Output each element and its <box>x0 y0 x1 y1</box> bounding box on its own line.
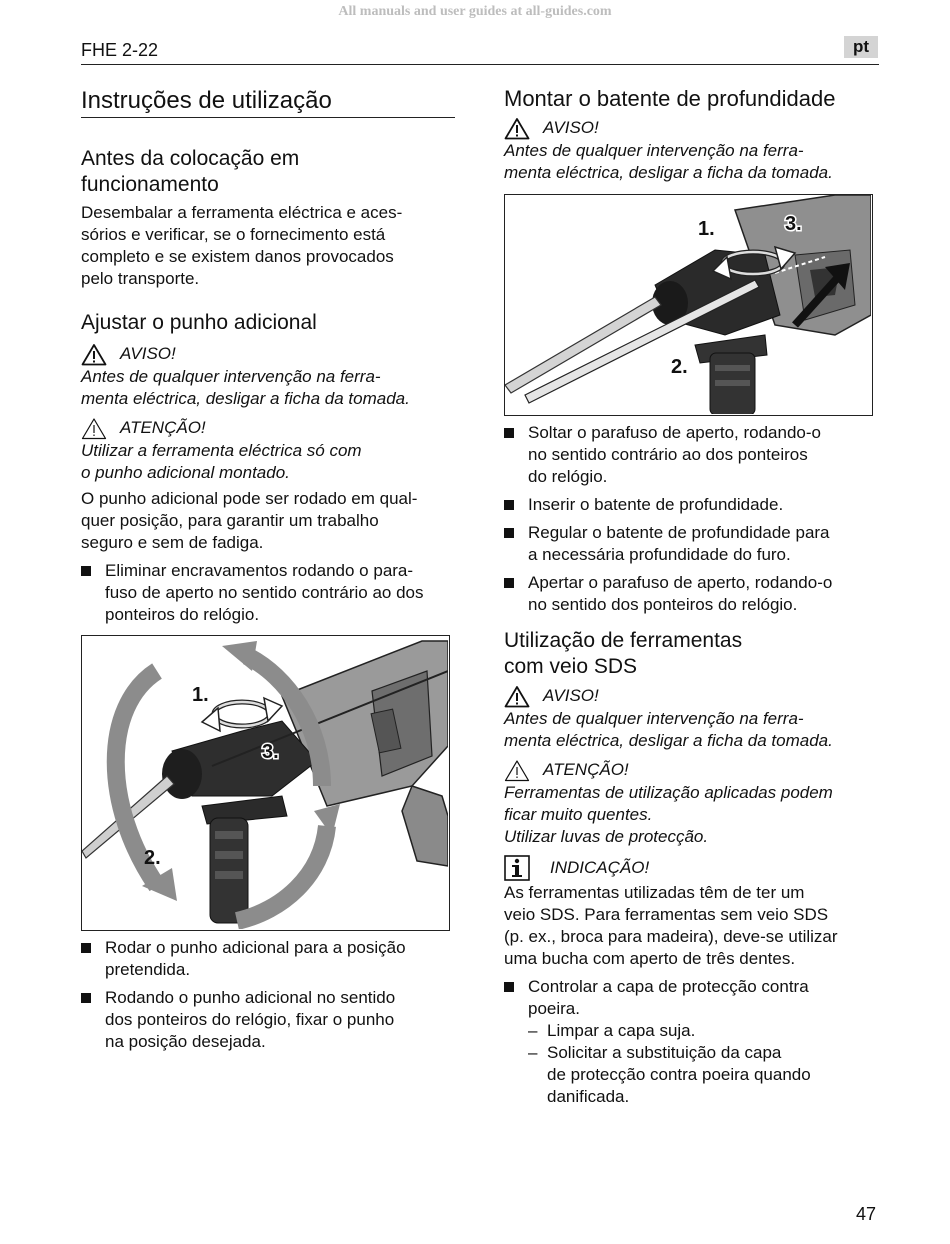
text-line: o punho adicional montado. <box>81 463 290 482</box>
header-rule <box>81 64 879 65</box>
warning-block <box>504 116 880 140</box>
text-line: Eliminar encravamentos rodando o para- <box>105 561 414 580</box>
warning-block <box>504 684 880 708</box>
text-line: Utilizar luvas de protecção. <box>504 827 709 846</box>
dash-marker: – <box>528 1021 538 1040</box>
warning-text <box>81 366 455 410</box>
text-line: sórios e verificar, se o fornecimento está <box>81 225 386 244</box>
warning-triangle-icon <box>504 685 530 708</box>
heading-line: funcionamento <box>81 173 219 196</box>
figure-label-1: 1. <box>192 684 209 706</box>
caution-triangle-icon <box>504 759 530 782</box>
figure-label-3: 3. <box>262 741 279 763</box>
heading-line: Utilização de ferramentas <box>504 629 743 652</box>
text-line: Soltar o parafuso de aperto, rodando-o <box>528 423 821 442</box>
text-line: menta eléctrica, desligar a ficha da tomada. <box>81 389 410 408</box>
info-icon <box>504 855 530 881</box>
text-line: veio SDS. Para ferramentas sem veio SDS <box>504 905 829 924</box>
heading-line: Antes da colocação em <box>81 147 300 170</box>
heading-depth-stop: Montar o batente de profundidade <box>504 86 836 111</box>
bullet-square-icon <box>504 982 514 992</box>
text-line: Apertar o parafuso de aperto, rodando-o <box>528 573 833 592</box>
bullet-list <box>81 937 455 1053</box>
paragraph-handle-rotate <box>81 488 455 554</box>
note-text <box>504 882 880 970</box>
heading-sds-tools <box>504 628 880 680</box>
figure-label-1: 1. <box>698 218 715 240</box>
text-line: Antes de qualquer intervenção na ferra- <box>81 367 381 386</box>
text-line: menta eléctrica, desligar a ficha da tomada. <box>504 163 833 182</box>
caution-block <box>504 758 880 782</box>
warning-label: AVISO! <box>120 344 176 363</box>
list-item <box>504 522 880 566</box>
caution-label: ATENÇÃO! <box>543 760 629 779</box>
heading-line: com veio SDS <box>504 655 638 678</box>
page-title: Instruções de utilização <box>81 87 455 118</box>
bullet-square-icon <box>504 500 514 510</box>
list-item <box>528 1042 880 1108</box>
warning-triangle-icon <box>504 117 530 140</box>
text-line: Limpar a capa suja. <box>547 1021 696 1040</box>
figure-depth-stop <box>504 194 873 416</box>
bullet-list <box>504 976 880 1108</box>
bullet-square-icon <box>81 566 91 576</box>
bullet-square-icon <box>81 943 91 953</box>
text-line: Inserir o batente de profundidade. <box>528 495 784 514</box>
text-line: pretendida. <box>105 960 191 979</box>
list-item <box>504 422 880 488</box>
warning-text <box>504 708 880 752</box>
warning-triangle-icon <box>81 343 107 366</box>
header-model: FHE 2-22 <box>81 40 159 60</box>
text-line: a necessária profundidade do furo. <box>528 545 791 564</box>
bullet-square-icon <box>504 528 514 538</box>
text-line: no sentido dos ponteiros do relógio. <box>528 595 798 614</box>
text-line: ponteiros do relógio. <box>105 605 260 624</box>
warning-label: AVISO! <box>543 118 599 137</box>
caution-label: ATENÇÃO! <box>120 418 206 437</box>
language-badge: pt <box>844 36 878 58</box>
warning-text <box>504 140 880 184</box>
right-column <box>504 80 880 1108</box>
text-line: ficar muito quentes. <box>504 805 653 824</box>
paragraph-unpack <box>81 202 455 290</box>
bullet-square-icon <box>504 428 514 438</box>
figure-aux-handle <box>81 635 450 931</box>
text-line: menta eléctrica, desligar a ficha da tomada. <box>504 731 833 750</box>
text-line: As ferramentas utilizadas têm de ter um <box>504 883 805 902</box>
text-line: na posição desejada. <box>105 1032 266 1051</box>
text-line: de protecção contra poeira quando <box>547 1065 811 1084</box>
figure-label-2: 2. <box>671 356 688 378</box>
text-line: Desembalar a ferramenta eléctrica e aces- <box>81 203 403 222</box>
heading-before-use <box>81 146 455 198</box>
note-block <box>504 854 880 882</box>
warning-block <box>81 342 455 366</box>
text-line: uma bucha com aperto de três dentes. <box>504 949 796 968</box>
text-line: poeira. <box>528 999 580 1018</box>
list-item <box>504 572 880 616</box>
text-line: danificada. <box>547 1087 630 1106</box>
dash-list <box>528 1020 880 1108</box>
bullet-list <box>504 422 880 616</box>
heading-aux-handle: Ajustar o punho adicional <box>81 311 317 334</box>
text-line: pelo transporte. <box>81 269 200 288</box>
text-line: quer posição, para garantir um trabalho <box>81 511 379 530</box>
drill-depth-stop-illustration <box>505 195 871 414</box>
text-line: Ferramentas de utilização aplicadas podem <box>504 783 833 802</box>
list-item <box>81 560 455 626</box>
text-line: completo e se existem danos provocados <box>81 247 394 266</box>
caution-text <box>504 782 880 848</box>
text-line: Solicitar a substituição da capa <box>547 1043 782 1062</box>
figure-label-2: 2. <box>144 847 161 869</box>
text-line: Rodar o punho adicional para a posição <box>105 938 406 957</box>
caution-block <box>81 416 455 440</box>
text-line: do relógio. <box>528 467 608 486</box>
text-line: seguro e sem de fadiga. <box>81 533 264 552</box>
list-item <box>81 937 455 981</box>
text-line: Regular o batente de profundidade para <box>528 523 830 542</box>
text-line: dos ponteiros do relógio, fixar o punho <box>105 1010 395 1029</box>
text-line: fuso de aperto no sentido contrário ao dos <box>105 583 424 602</box>
text-line: O punho adicional pode ser rodado em qual- <box>81 489 418 508</box>
bullet-square-icon <box>81 993 91 1003</box>
list-item <box>528 1020 880 1042</box>
text-line: Antes de qualquer intervenção na ferra- <box>504 141 804 160</box>
watermark: All manuals and user guides at all-guides.com <box>338 4 612 19</box>
text-line: no sentido contrário ao dos ponteiros <box>528 445 808 464</box>
bullet-list <box>81 560 455 626</box>
text-line: Antes de qualquer intervenção na ferra- <box>504 709 804 728</box>
text-line: Rodando o punho adicional no sentido <box>105 988 396 1007</box>
warning-label: AVISO! <box>543 686 599 705</box>
page-number: 47 <box>856 1204 877 1224</box>
caution-triangle-icon <box>81 417 107 440</box>
text-line: Utilizar a ferramenta eléctrica só com <box>81 441 362 460</box>
list-item <box>504 494 880 516</box>
left-column <box>81 80 455 1053</box>
list-item <box>81 987 455 1053</box>
figure-label-3: 3. <box>785 213 802 235</box>
drill-handle-illustration <box>82 636 448 929</box>
note-label: INDICAÇÃO! <box>550 858 650 877</box>
text-line: (p. ex., broca para madeira), deve-se utilizar <box>504 927 838 946</box>
text-line: Controlar a capa de protecção contra <box>528 977 809 996</box>
list-item <box>504 976 880 1108</box>
dash-marker: – <box>528 1043 538 1062</box>
caution-text <box>81 440 455 484</box>
bullet-square-icon <box>504 578 514 588</box>
